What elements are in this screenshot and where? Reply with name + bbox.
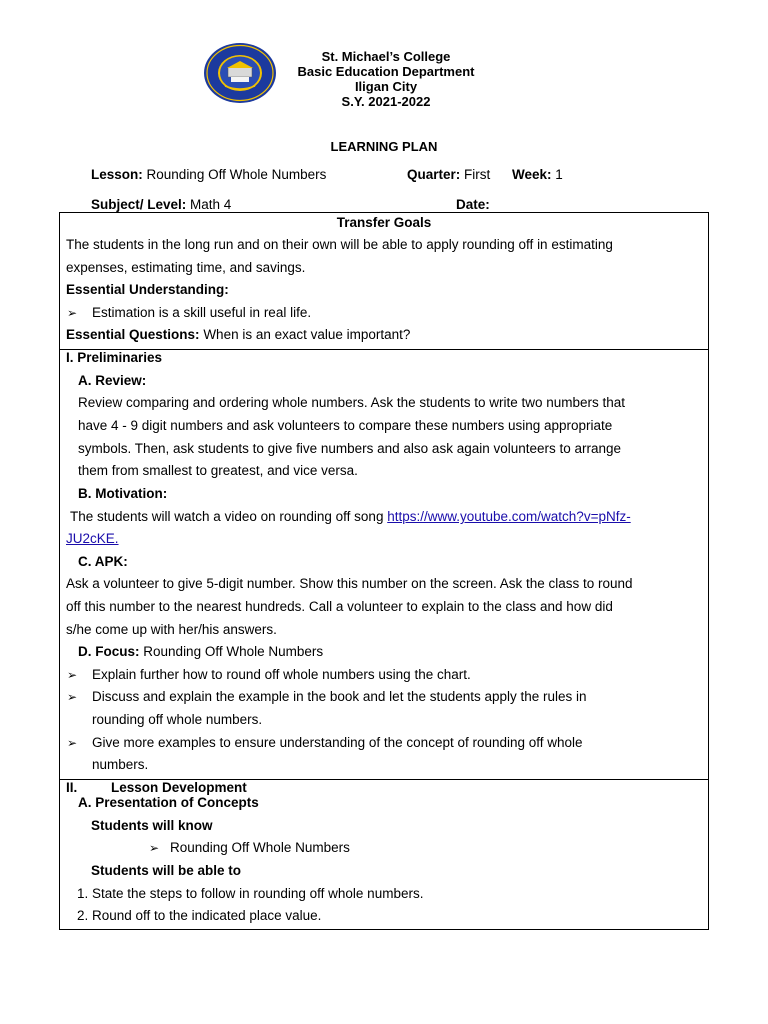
- transfer-text-line: expenses, estimating time, and savings.: [66, 260, 306, 275]
- focus-value: Rounding Off Whole Numbers: [143, 644, 324, 659]
- subject-label: Subject/ Level:: [91, 197, 187, 212]
- video-link-continued: [66, 531, 119, 547]
- week-field: [512, 167, 563, 182]
- apk-line: off this number to the nearest hundreds. Call a volunteer to explain to the class and how did: [66, 599, 613, 614]
- department-name: Basic Education Department: [297, 64, 475, 79]
- focus-item: Explain further how to round off whole numbers using the chart.: [92, 667, 471, 682]
- quarter-value: First: [464, 167, 491, 182]
- preliminaries-heading: I. Preliminaries: [66, 350, 163, 365]
- students-able-item: 2. Round off to the indicated place value.: [77, 908, 322, 923]
- arrow-bullet-icon: ➢: [67, 736, 78, 750]
- focus-line: [78, 644, 323, 660]
- focus-item-continued: rounding off whole numbers.: [92, 712, 263, 727]
- students-know-item: Rounding Off Whole Numbers: [170, 840, 350, 855]
- essential-understanding-label: Essential Understanding:: [66, 282, 229, 297]
- motivation-label: B. Motivation:: [78, 486, 168, 501]
- arrow-bullet-icon: ➢: [149, 841, 160, 855]
- page-title: LEARNING PLAN: [330, 139, 438, 154]
- review-line: symbols. Then, ask students to give five numbers and also ask again volunteers to arrange: [78, 441, 622, 456]
- video-link-end[interactable]: JU2cKE.: [66, 531, 119, 546]
- review-line: them from smallest to greatest, and vice versa.: [78, 463, 358, 478]
- essential-understanding-item: Estimation is a skill useful in real life.: [92, 305, 312, 320]
- essential-questions: [66, 327, 410, 343]
- date-label: Date:: [456, 197, 490, 212]
- review-line: have 4 - 9 digit numbers and ask volunteers to compare these numbers using appropriate: [78, 418, 613, 433]
- arrow-bullet-icon: ➢: [67, 690, 78, 704]
- development-numeral: II.: [66, 780, 78, 795]
- quarter-label: Quarter:: [407, 167, 461, 182]
- focus-item: Discuss and explain the example in the book and let the students apply the rules in: [92, 689, 587, 704]
- students-know-label: Students will know: [91, 818, 213, 833]
- motivation-text: [70, 509, 631, 525]
- arrow-bullet-icon: ➢: [67, 668, 78, 682]
- subject-value: Math 4: [190, 197, 232, 212]
- video-link[interactable]: https://www.youtube.com/watch?v=pNfz-: [387, 509, 631, 524]
- motivation-sentence: The students will watch a video on rounding off song: [70, 509, 384, 524]
- lesson-field: [91, 167, 326, 182]
- presentation-label: A. Presentation of Concepts: [78, 795, 259, 810]
- week-value: 1: [555, 167, 563, 182]
- essential-questions-label: Essential Questions:: [66, 327, 200, 342]
- week-label: Week:: [512, 167, 552, 182]
- quarter-field: [407, 167, 490, 182]
- focus-item: Give more examples to ensure understanding of the concept of rounding off whole: [92, 735, 583, 750]
- school-name: St. Michael’s College: [321, 49, 451, 64]
- lesson-value: Rounding Off Whole Numbers: [146, 167, 327, 182]
- apk-line: Ask a volunteer to give 5-digit number. Show this number on the screen. Ask the class to round: [66, 576, 633, 591]
- development-heading: Lesson Development: [111, 780, 247, 795]
- focus-label: D. Focus:: [78, 644, 140, 659]
- review-label: A. Review:: [78, 373, 147, 388]
- learning-plan-table: [59, 212, 709, 930]
- subject-field: [91, 197, 231, 212]
- school-header: [256, 49, 516, 109]
- review-line: Review comparing and ordering whole numbers. Ask the students to write two numbers that: [78, 395, 626, 410]
- apk-label: C. APK:: [78, 554, 128, 569]
- students-able-item: 1. State the steps to follow in rounding off whole numbers.: [77, 886, 424, 901]
- date-field: [456, 197, 490, 212]
- transfer-goals-heading: Transfer Goals: [336, 215, 432, 230]
- arrow-bullet-icon: ➢: [67, 306, 78, 320]
- transfer-text-line: The students in the long run and on their own will be able to apply rounding off in estimating: [66, 237, 613, 252]
- lesson-label: Lesson:: [91, 167, 143, 182]
- essential-questions-value: When is an exact value important?: [203, 327, 411, 342]
- students-able-label: Students will be able to: [91, 863, 242, 878]
- apk-line: s/he come up with her/his answers.: [66, 622, 277, 637]
- focus-item-continued: numbers.: [92, 757, 149, 772]
- school-year: S.Y. 2021-2022: [341, 94, 431, 109]
- school-city: Iligan City: [354, 79, 418, 94]
